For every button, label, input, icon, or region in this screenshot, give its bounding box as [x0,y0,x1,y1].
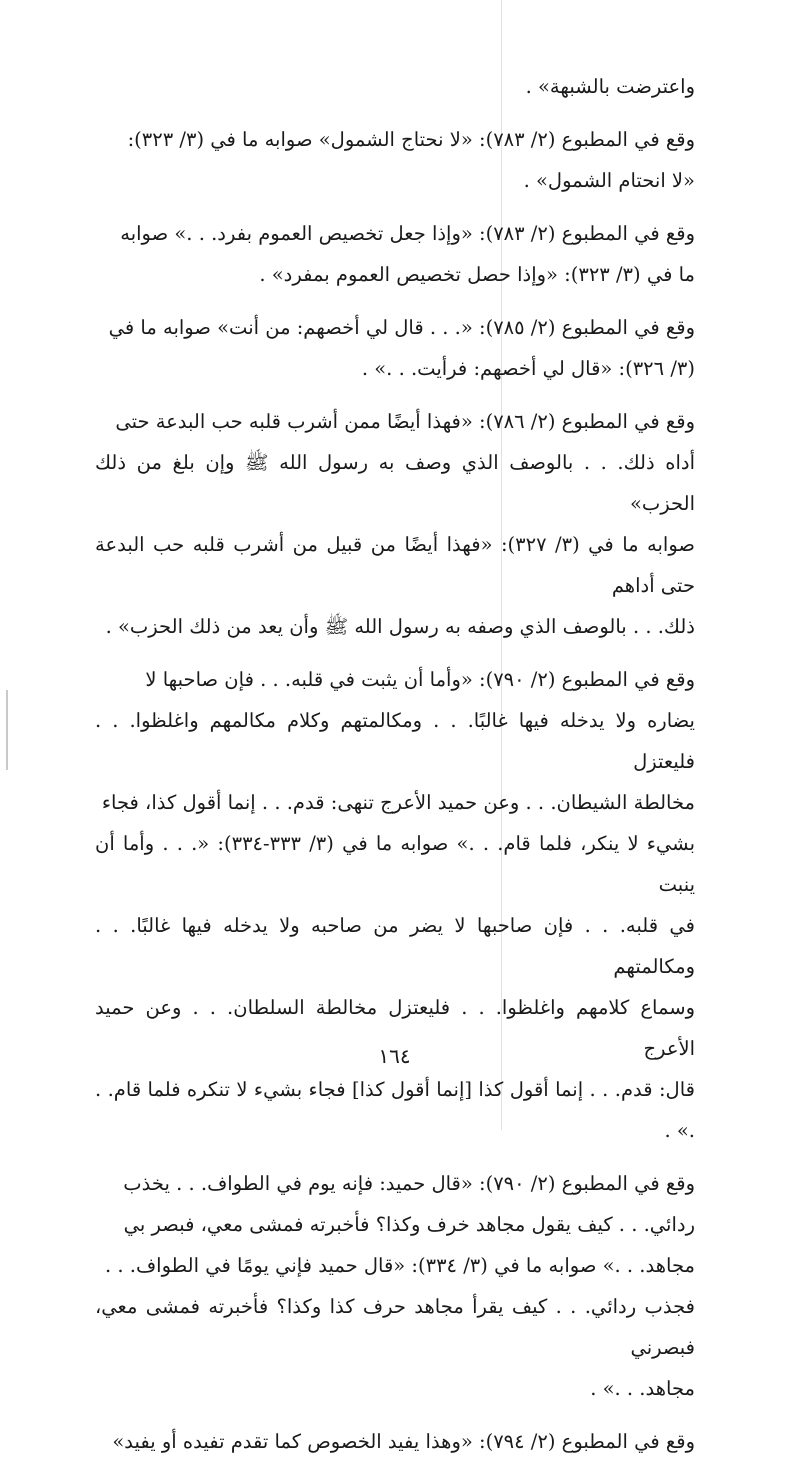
scan-edge-mark [6,690,8,770]
text-line: وقع في المطبوع (٢/ ٧٩٠): «قال حميد: فإنه يوم في الطواف. . . يخذب [123,1172,695,1195]
text-line: وقع في المطبوع (٢/ ٧٩٠): «وأما أن يثبت في قلبه. . . فإن صاحبها لا [145,668,695,691]
text-line: «لا انحتام الشمول» . [523,169,695,192]
text-line: ردائي. . . كيف يقول مجاهد خرف وكذا؟ فأخبرته فمشى معي، فبصر بي [123,1213,695,1236]
body-text [95,66,695,1474]
paragraph [95,119,695,201]
text-line: مخالطة الشيطان. . . وعن حميد الأعرج تنهى: قدم. . . إنما أقول كذا، فجاء [101,791,695,814]
text-line: مجاهد. . .» . [590,1377,695,1400]
page-number: ١٦٤ [378,1044,411,1068]
text-line: (٣/ ٣٢٦): «قال لي أخصهم: فرأيت. . .» . [361,357,695,380]
text-line: وقع في المطبوع (٢/ ٧٨٥): «. . . قال لي أخصهم: من أنت» صوابه ما في [108,316,695,339]
text-line: صوابه ما في (٣/ ٣٢٧): «فهذا أيضًا من قبيل من أشرب قلبه حب البدعة حتى أداهم [95,533,695,597]
paragraph [95,307,695,389]
text-line: وسماع كلامهم واغلظوا. . . فليعتزل مخالطة السلطان. . . وعن حميد الأعرج [95,996,695,1060]
text-line: بشيء لا ينكر، فلما قام. . .» صوابه ما في (٣/ ٣٣٣-٣٣٤): «. . . وأما أن ينبت [95,832,695,896]
text-line: وقع في المطبوع (٢/ ٧٨٣): «وإذا جعل تخصيص العموم بفرد. . .» صوابه [120,222,695,245]
paragraph [95,1421,695,1462]
paragraph [95,1163,695,1409]
text-line: واعترضت بالشبهة» . [525,75,695,98]
paragraph [95,401,695,647]
text-line: وقع في المطبوع (٢/ ٧٩٤): «وهذا يفيد الخصوص كما تقدم تفيده أو يفيد» [112,1430,695,1453]
text-line: أداه ذلك. . . بالوصف الذي وصف به رسول الله ﷺ وإن بلغ من ذلك الحزب» [95,451,695,515]
paragraph [95,213,695,295]
text-line: وقع في المطبوع (٢/ ٧٨٣): «لا نحتاج الشمول» صوابه ما في (٣/ ٣٢٣): [127,128,695,151]
text-line: ذلك. . . بالوصف الذي وصفه به رسول الله ﷺ وأن يعد من ذلك الحزب» . [105,615,695,638]
text-line: مجاهد. . .» صوابه ما في (٣/ ٣٣٤): «قال حميد فإني يومًا في الطواف. . . [104,1254,695,1277]
text-line: قال: قدم. . . إنما أقول كذا [إنما أقول كذا] فجاء بشيء لا تنكره فلما قام. . .» . [95,1078,695,1142]
paragraph [95,66,695,107]
text-line: فجذب ردائي. . . كيف يقرأ مجاهد حرف كذا وكذا؟ فأخبرته فمشى معي، فبصرني [95,1295,695,1359]
text-line: ما في (٣/ ٣٢٣): «وإذا حصل تخصيص العموم بمفرد» . [259,263,695,286]
text-line: وقع في المطبوع (٢/ ٧٨٦): «فهذا أيضًا ممن أشرب قلبه حب البدعة حتى [115,410,695,433]
text-line: في قلبه. . . فإن صاحبها لا يضر من صاحبه ولا يدخله فيها غالبًا. . . ومكالمتهم [95,914,695,978]
paragraph [95,659,695,1151]
text-line: يضاره ولا يدخله فيها غالبًا. . . ومكالمتهم وكلام مكالمهم واغلظوا. . . فليعتزل [95,709,695,773]
